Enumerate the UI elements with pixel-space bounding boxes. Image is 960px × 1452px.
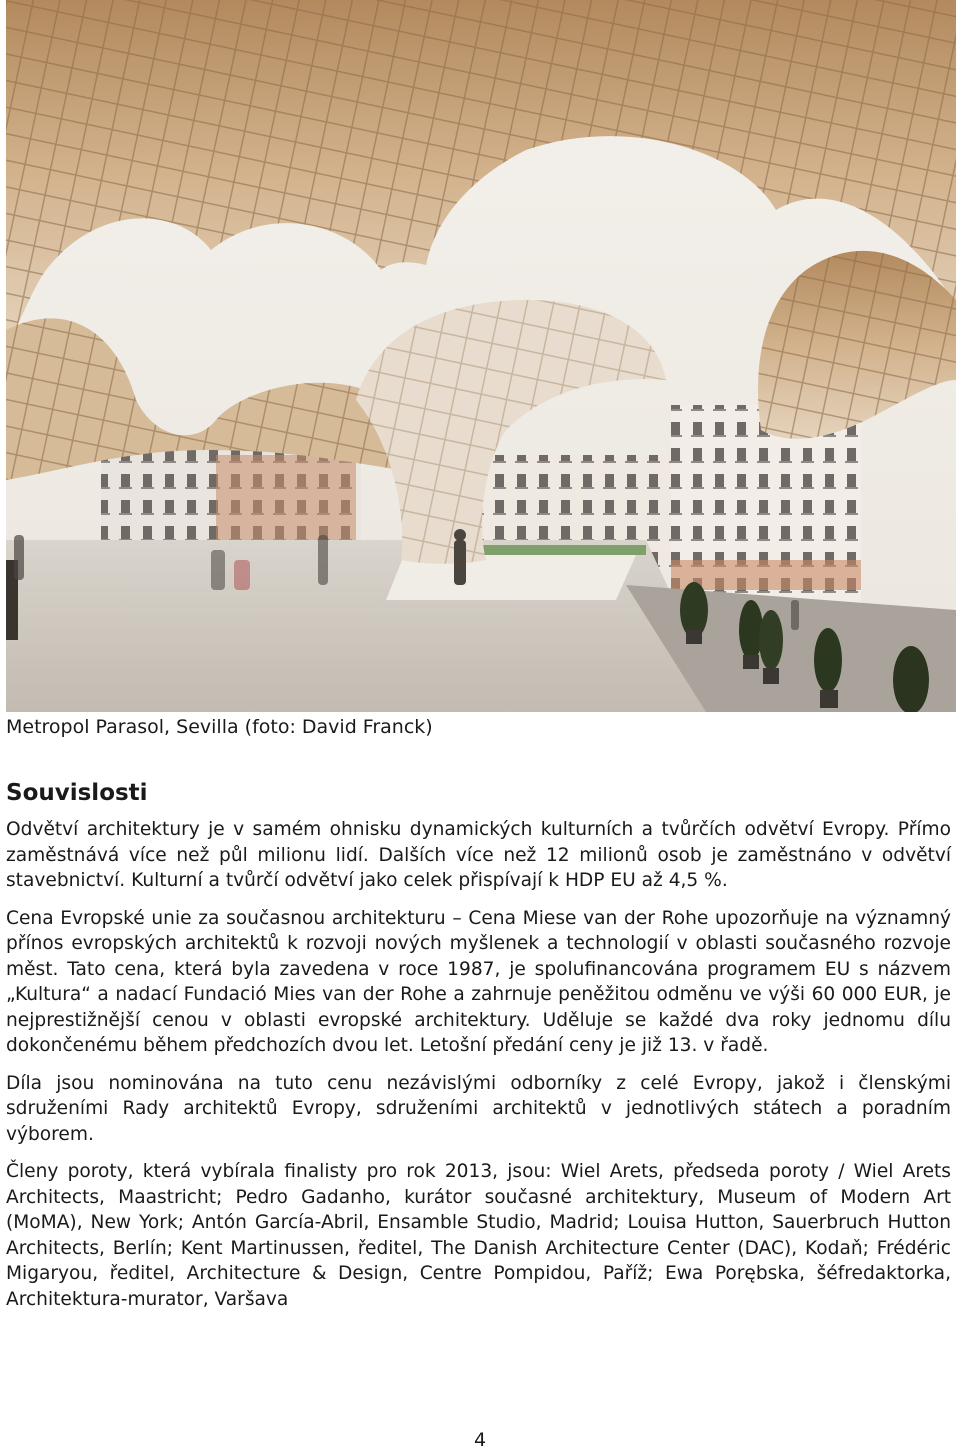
paragraph-jury: Členy poroty, která vybírala finalisty pro rok 2013, jsou: Wiel Arets, předseda poroty / Wiel Arets Architects, Maastricht; Pedro Gadanho, kurátor současné architektury, Museum of Modern Art (MoMA), New York; Antón García-Abril, Ensamble Studio, Madrid; Louisa Hutton, Sauerbruch Hutton Architects, Berlín; Kent Martinussen, ředitel, The Danish Architecture Center (DAC), Kodaň; Frédéric Migaryou, ředitel, Architecture & Design, Centre Pompidou, Paříž; Ewa Porębska, šéfredaktorka, Architektura-murator, Varšava (6, 1161, 951, 1310)
photo-caption: Metropol Parasol, Sevilla (foto: David Franck) (6, 716, 433, 738)
section-body (6, 817, 951, 1324)
page-number: 4 (473, 1429, 487, 1451)
metropol-parasol-photo (6, 0, 956, 712)
section-heading: Souvislosti (6, 780, 148, 806)
paragraph-intro: Odvětví architektury je v samém ohnisku dynamických kulturních a tvůrčích odvětví Evropy. Přímo zaměstnává více než půl milionu lidí. Dalších více než 12 milionů osob je zaměstnáno v odvětví stavebnictví. Kulturní a tvůrčí odvětví jako celek přispívají k HDP EU až 4,5 %. (6, 819, 951, 891)
paragraph-nominations: Díla jsou nominována na tuto cenu nezávislými odborníky z celé Evropy, jakož i členskými sdruženími Rady architektů Evropy, sdruženími architektů v jednotlivých státech a poradním výborem. (6, 1072, 951, 1145)
paragraph-prize: Cena Evropské unie za současnou architekturu – Cena Miese van der Rohe upozorňuje na významný přínos evropských architektů k rozvoji nových myšlenek a technologií v oblasti současného rozvoje měst. Tato cena, která byla zavedena v roce 1987, je spolufinancována programem EU s názvem „Kultura“ a nadací Fundació Mies van der Rohe a zahrnuje peněžitou odměnu ve výši 60 000 EUR, je nejprestižnější cenou v oblasti evropské architektury. Uděluje se každé dva roky jednomu dílu dokončenému během předchozích dvou let. Letošní předání ceny je již 13. v řadě. (6, 907, 951, 1056)
